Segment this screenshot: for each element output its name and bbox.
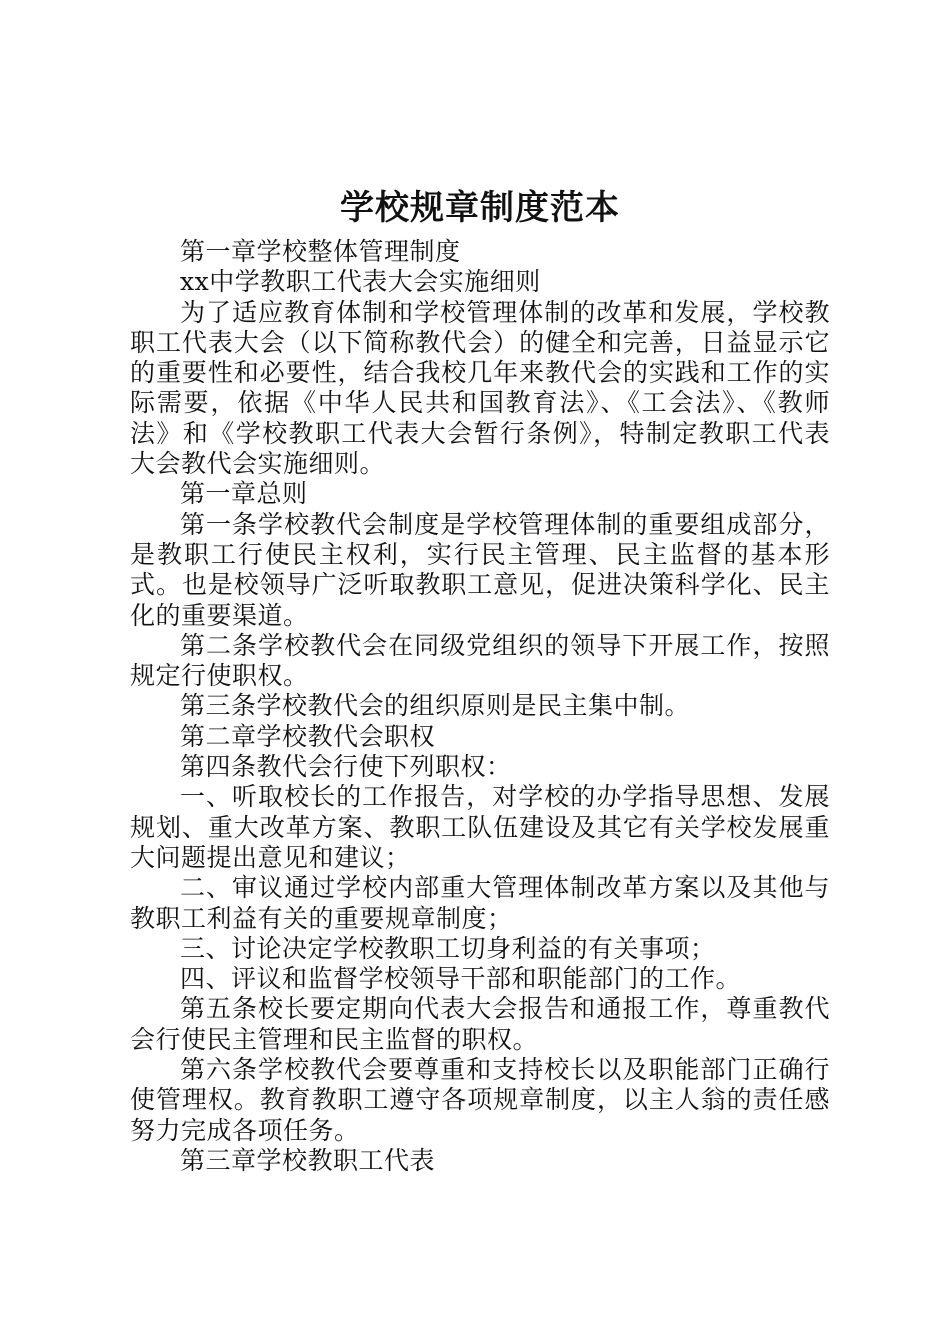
chapter-heading: 第三章学校教职工代表: [180, 1145, 436, 1175]
article-paragraph: 第二条学校教代会在同级党组织的领导下开展工作，按照规定行使职权。: [130, 630, 830, 691]
list-item: 二、审议通过学校内部重大管理体制改革方案以及其他与教职工利益有关的重要规章制度；: [130, 873, 830, 933]
article-paragraph: 第六条学校教代会要尊重和支持校长以及职能部门正确行使管理权。教育教职工遵守各项规章制度，以主人翁的责任感努力完成各项任务。: [130, 1055, 830, 1145]
article-paragraph: 第五条校长要定期向代表大会报告和通报工作，尊重教代会行使民主管理和民主监督的职权。: [130, 994, 830, 1054]
chapter-heading: 第二章学校教代会职权: [180, 721, 436, 751]
chapter-heading: 第一章总则: [180, 479, 308, 509]
chapter-heading: 第一章学校整体管理制度: [180, 237, 461, 266]
article-paragraph: 第一条学校教代会制度是学校管理体制的重要组成部分，是教职工行使民主权利，实行民主管理、民主监督的基本形式。也是校领导广泛听取教职工意见，促进决策科学化、民主化的重要渠道。: [130, 509, 830, 630]
document-title: 学校规章制度范本: [340, 188, 620, 228]
list-item: 三、讨论决定学校教职工切身利益的有关事项；: [180, 933, 716, 963]
list-item: 一、听取校长的工作报告，对学校的办学指导思想、发展规划、重大改革方案、教职工队伍建设及其它有关学校发展重大问题提出意见和建议；: [130, 782, 830, 872]
intro-paragraph: 为了适应教育体制和学校管理体制的改革和发展，学校教职工代表大会（以下简称教代会）的健全和完善，日益显示它的重要性和必要性，结合我校几年来教代会的实践和工作的实际需要，依据《中华人民共和国教育法》、《工会法》、《教师法》和《学校教职工代表大会暂行条例》，特制定教职工代表大会教代会实施细则。: [130, 297, 830, 479]
list-item: 四、评议和监督学校领导干部和职能部门的工作。: [180, 964, 742, 994]
document-page: [130, 185, 830, 1176]
article-paragraph: 第四条教代会行使下列职权：: [180, 752, 512, 782]
section-heading: xx中学教职工代表大会实施细则: [180, 267, 541, 297]
article-paragraph: 第三条学校教代会的组织原则是民主集中制。: [180, 691, 691, 721]
